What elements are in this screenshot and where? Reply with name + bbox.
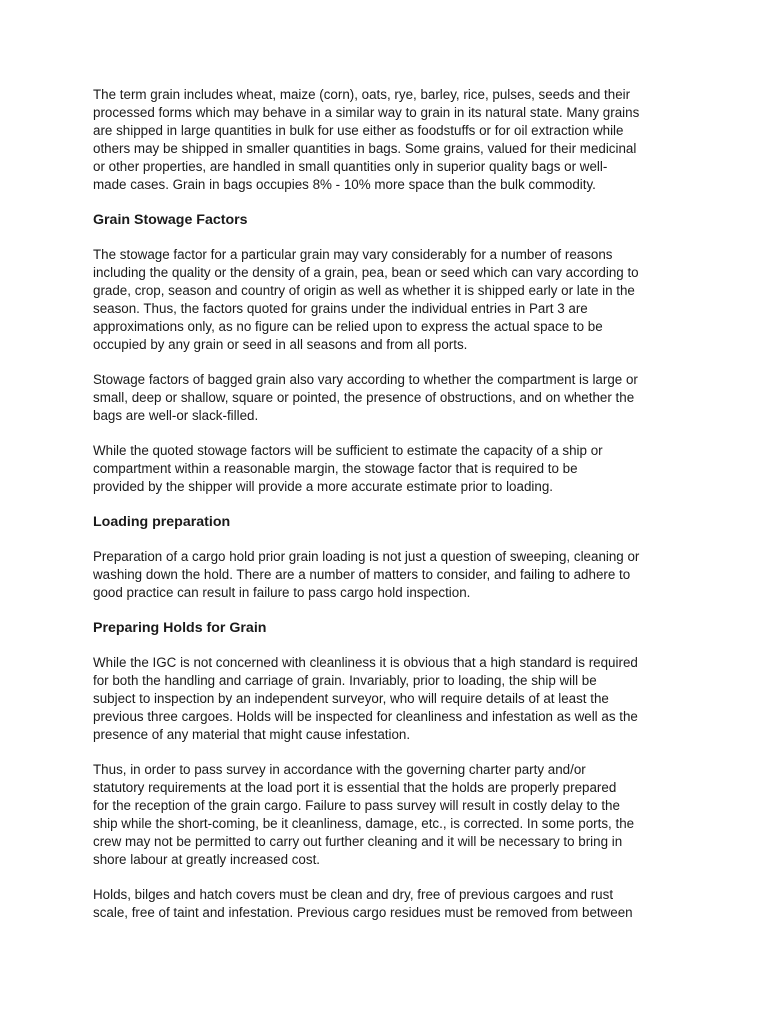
- holds-paragraph-2: Thus, in order to pass survey in accordance with the governing charter party and/or statutory requirements at the load port it is essential that the holds are properly prepared for the reception of the grain cargo. Failure to pass survey will result in costly delay to the ship while the short-coming, be it cleanliness, damage, etc., is corrected. In some ports, the crew may not be permitted to carry out further cleaning and it will be necessary to bring in shore labour at greatly increased cost.: [93, 762, 635, 867]
- section-heading-stowage-factors: Grain Stowage Factors: [93, 212, 248, 228]
- document-page: [93, 86, 683, 922]
- section-heading-preparing-holds: Preparing Holds for Grain: [93, 620, 267, 636]
- loading-paragraph-1: Preparation of a cargo hold prior grain loading is not just a question of sweeping, cleaning or washing down the hold. There are a number of matters to consider, and failing to adhere to good practice can result in failure to pass cargo hold inspection.: [93, 549, 640, 600]
- stowage-paragraph-2: Stowage factors of bagged grain also vary according to whether the compartment is large or small, deep or shallow, square or pointed, the presence of obstructions, and on whether the bags are well-or slack-filled.: [93, 372, 638, 423]
- section-heading-loading-preparation: Loading preparation: [93, 514, 231, 530]
- holds-paragraph-3: Holds, bilges and hatch covers must be clean and dry, free of previous cargoes and rust scale, free of taint and infestation. Previous cargo residues must be removed from between: [93, 887, 633, 920]
- stowage-paragraph-1: The stowage factor for a particular grain may vary considerably for a number of reasons including the quality or the density of a grain, pea, bean or seed which can vary according to grade, crop, season and country of origin as well as whether it is shipped early or late in the season. Thus, the factors quoted for grains under the individual entries in Part 3 are approximations only, as no figure can be relied upon to express the actual space to be occupied by any grain or seed in all seasons and from all ports.: [93, 247, 639, 352]
- intro-paragraph: The term grain includes wheat, maize (corn), oats, rye, barley, rice, pulses, seeds and their processed forms which may behave in a similar way to grain in its natural state. Many grains are shipped in large quantities in bulk for use either as foodstuffs or for oil extraction while others may be shipped in smaller quantities in bags. Some grains, valued for their medicinal or other properties, are handled in small quantities only in superior quality bags or well- made cases. Grain in bags occupies 8% - 10% more space than the bulk commodity.: [93, 87, 640, 192]
- holds-paragraph-1: While the IGC is not concerned with cleanliness it is obvious that a high standard is required for both the handling and carriage of grain. Invariably, prior to loading, the ship will be subject to inspection by an independent surveyor, who will require details of at least the previous three cargoes. Holds will be inspected for cleanliness and infestation as well as the presence of any material that might cause infestation.: [93, 655, 638, 742]
- stowage-paragraph-3: While the quoted stowage factors will be sufficient to estimate the capacity of a ship or compartment within a reasonable margin, the stowage factor that is required to be provided by the shipper will provide a more accurate estimate prior to loading.: [93, 443, 603, 494]
